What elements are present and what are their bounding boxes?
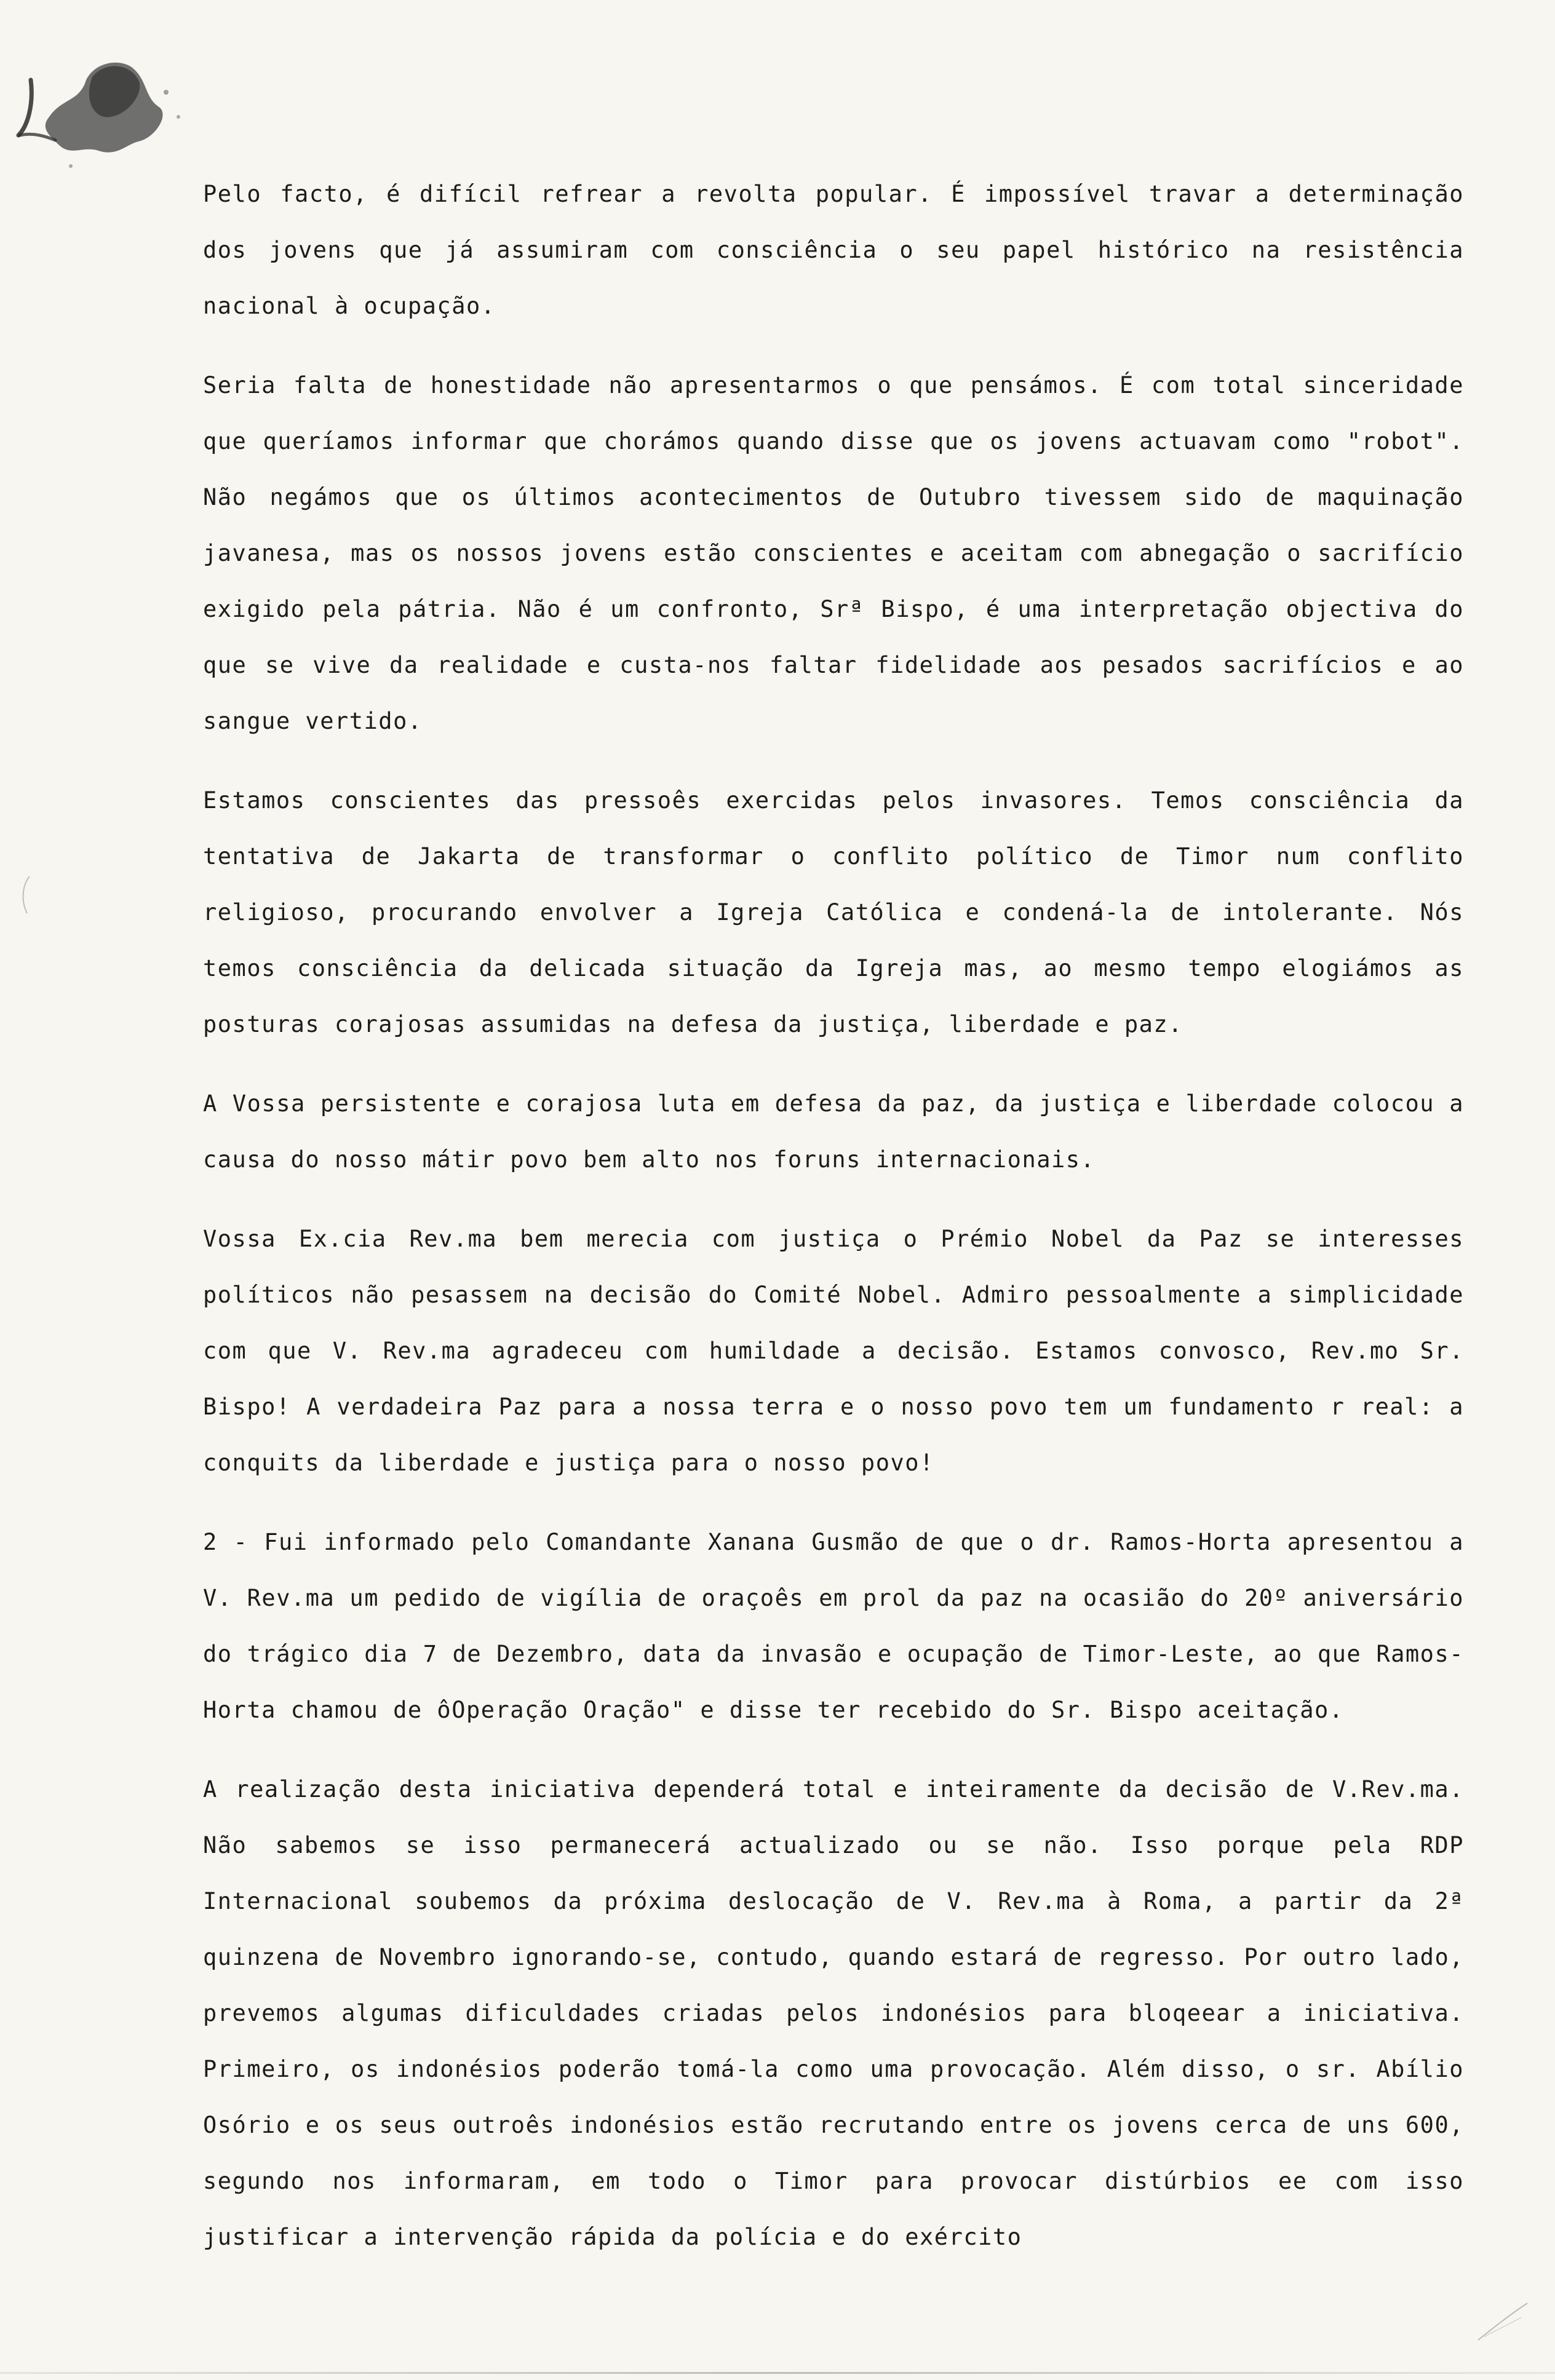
paragraph-5: Vossa Ex.cia Rev.ma bem merecia com justiça o Prémio Nobel da Paz se interesses políticos não pesassem na decisão do Comité Nobel. Admiro pessoalmente a simplicidade com que V. Rev.ma agradeceu com humildade a decisão. Estamos convosco, Rev.mo Sr. Bispo! A verdadeira Paz para a nossa terra e o nosso povo tem um fundamento r real: a conquits da liberdade e justiça para o nosso povo! <box>203 1226 1464 1476</box>
bottom-edge-line <box>0 2372 1555 2374</box>
paragraph-7: A realização desta iniciativa dependerá total e inteiramente da decisão de V.Rev.ma. Não sabemos se isso permanecerá actualizado ou se não. Isso porque pela RDP Internacional soubemos da próxima deslocação de V. Rev.ma à Roma, a partir da 2ª quinzena de Novembro ignorando-se, contudo, quando estará de regresso. Por outro lado, prevemos algumas dificuldades criadas pelos indonésios para bloqeear a iniciativa. Primeiro, os indonésios poderão tomá-la como uma provocação. Além disso, o sr. Abílio Osório e os seus outroês indonésios estão recrutando entre os jovens cerca de uns 600, segundo nos informaram, em todo o Timor para provocar distúrbios ee com isso justificar a intervenção rápida da polícia e do exército <box>203 1776 1464 2250</box>
typed-letter-body <box>203 166 1464 2288</box>
corner-mark <box>1475 2300 1530 2343</box>
paragraph-2: Seria falta de honestidade não apresentarmos o que pensámos. É com total sinceridade que queríamos informar que chorámos quando disse que os jovens actuavam como "robot". Não negámos que os últimos acontecimentos de Outubro tivessem sido de maquinação javanesa, mas os nossos jovens estão conscientes e aceitam com abnegação o sacrifício exigido pela pátria. Não é um confronto, Srª Bispo, é uma interpretação objectiva do que se vive da realidade e custa-nos faltar fidelidade aos pesados sacrifícios e ao sangue vertido. <box>203 372 1464 734</box>
paragraph-1: Pelo facto, é difícil refrear a revolta popular. É impossível travar a determinação dos jovens que já assumiram com consciência o seu papel histórico na resistência nacional à ocupação. <box>203 181 1464 319</box>
margin-mark <box>17 873 33 916</box>
paragraph-4: A Vossa persistente e corajosa luta em defesa da paz, da justiça e liberdade colocou a causa do nosso mátir povo bem alto nos foruns internacionais. <box>203 1090 1464 1173</box>
ink-blot-mark <box>12 25 197 184</box>
paragraph-6: 2 - Fui informado pelo Comandante Xanana Gusmão de que o dr. Ramos-Horta apresentou a V. Rev.ma um pedido de vigília de oraçoês em prol da paz na ocasião do 20º aniversário do trágico dia 7 de Dezembro, data da invasão e ocupação de Timor-Leste, ao que Ramos-Horta chamou de ôOperação Oração" e disse ter recebido do Sr. Bispo aceitação. <box>203 1529 1464 1723</box>
paragraph-3: Estamos conscientes das pressoês exercidas pelos invasores. Temos consciência da tentativa de Jakarta de transformar o conflito político de Timor num conflito religioso, procurando envolver a Igreja Católica e condená-la de intolerante. Nós temos consciência da delicada situação da Igreja mas, ao mesmo tempo elogiámos as posturas corajosas assumidas na defesa da justiça, liberdade e paz. <box>203 787 1464 1037</box>
